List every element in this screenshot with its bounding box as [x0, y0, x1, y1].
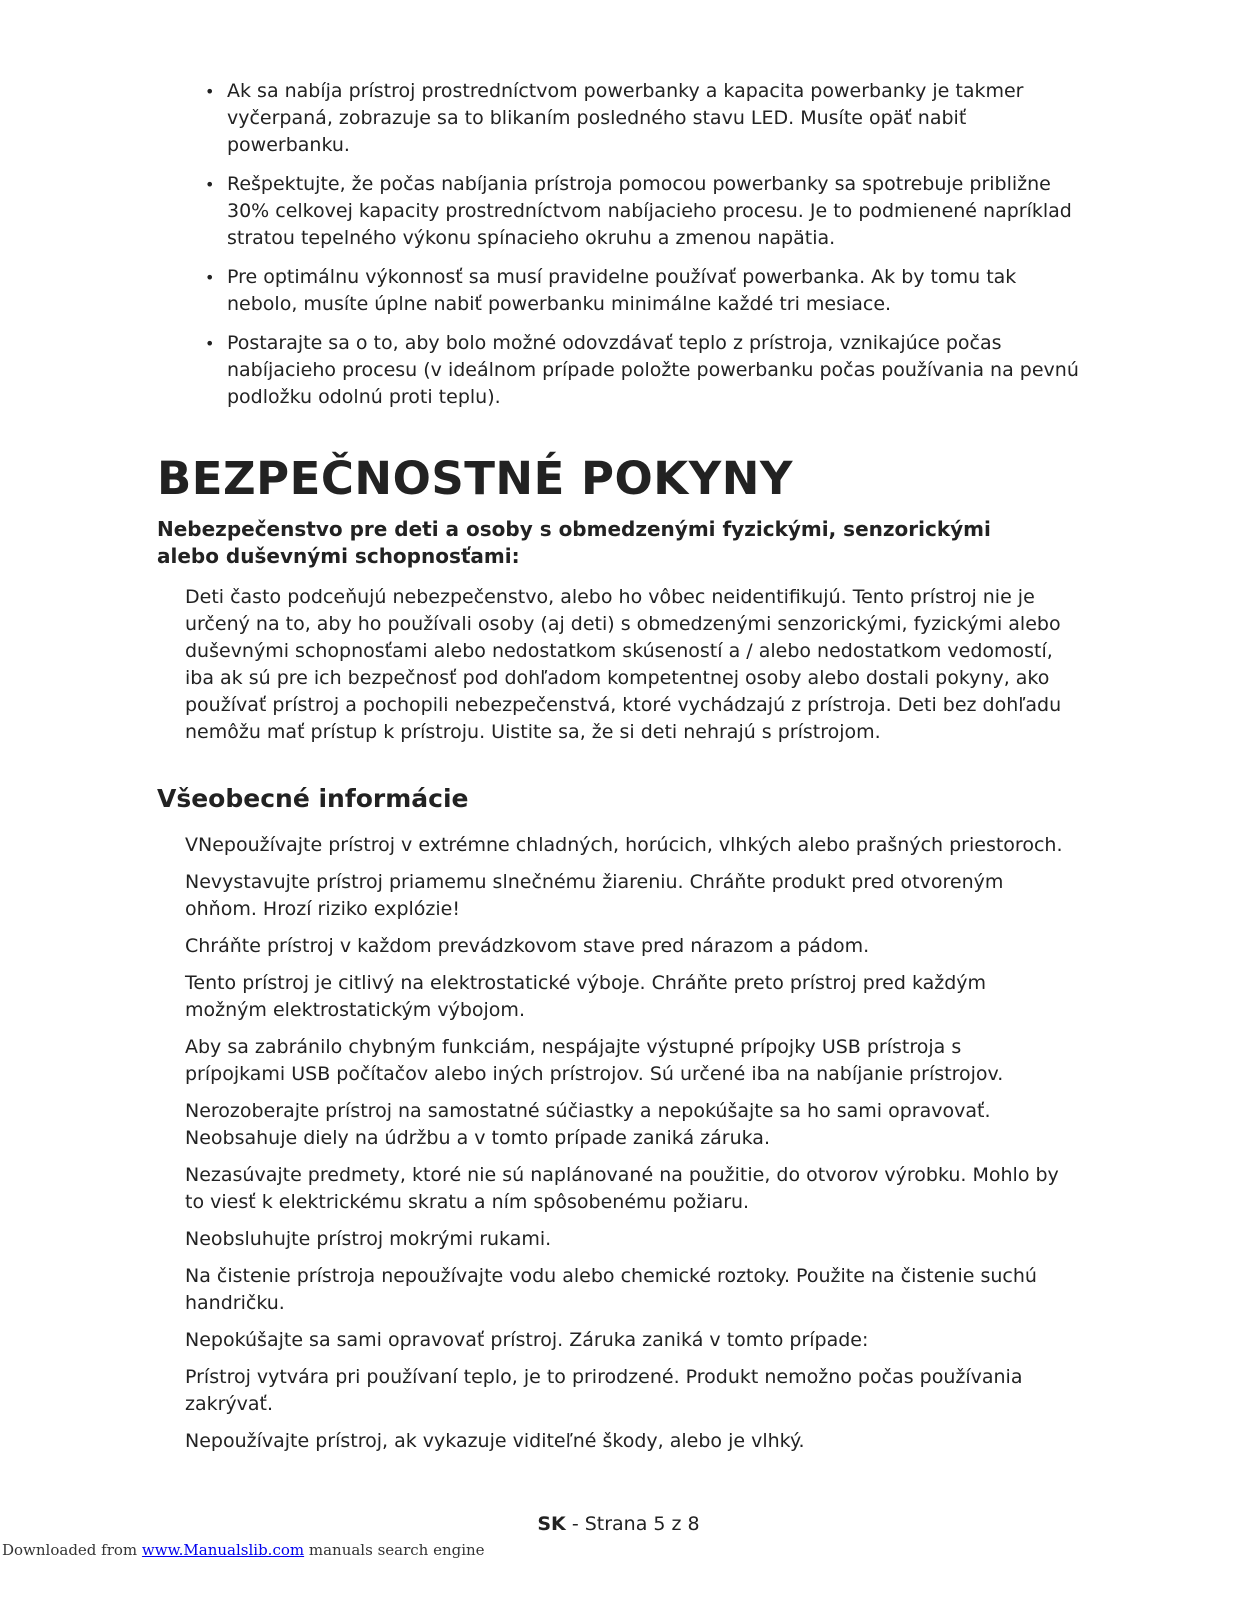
- list-item: [205, 264, 1085, 318]
- info-item: Chráňte prístroj v každom prevádzkovom stave pred nárazom a pádom.: [185, 935, 870, 957]
- bullet-icon: •: [205, 175, 215, 194]
- download-suffix: manuals search engine: [304, 1541, 485, 1559]
- bullet-text: Rešpektujte, že počas nabíjania prístroja pomocou powerbanky sa spotrebuje približne 30% celkovej kapacity prostredníctvom nabíjacieho procesu. Je to podmienené napríklad stratou tepelného výkonu spínacieho okruhu a zmenou napätia.: [227, 173, 1072, 249]
- info-item: Aby sa zabránilo chybným funkciám, nespájajte výstupné prípojky USB prístroja s prípojkami USB počítačov alebo iných prístrojov. Sú určené iba na nabíjanie prístrojov.: [185, 1036, 1004, 1085]
- language-code: SK: [537, 1513, 566, 1535]
- general-info-list: [185, 832, 1065, 1465]
- bullet-icon: •: [205, 82, 215, 101]
- list-item: [205, 171, 1085, 252]
- bullet-text: Pre optimálnu výkonnosť sa musí pravidelne používať powerbanka. Ak by tomu tak nebolo, musíte úplne nabiť powerbanku minimálne každé tri mesiace.: [227, 266, 1017, 315]
- bullet-icon: •: [205, 334, 215, 353]
- info-item: Nevystavujte prístroj priamemu slnečnému žiareniu. Chráňte produkt pred otvoreným ohňom. Hrozí riziko explózie!: [185, 871, 1004, 920]
- info-item: Na čistenie prístroja nepoužívajte vodu alebo chemické roztoky. Použite na čistenie suchú handričku.: [185, 1265, 1037, 1314]
- info-item: Neobsluhujte prístroj mokrými rukami.: [185, 1228, 552, 1250]
- safety-subheading: Nebezpečenstvo pre deti a osoby s obmedzenými fyzickými, senzorickými alebo duševnými schopnosťami:: [157, 517, 991, 568]
- info-item: Tento prístroj je citlivý na elektrostatické výboje. Chráňte preto prístroj pred každým možným elektrostatickým výbojom.: [185, 972, 987, 1021]
- info-item: Nepoužívajte prístroj, ak vykazuje viditeľné škody, alebo je vlhký.: [185, 1430, 805, 1452]
- bullet-icon: •: [205, 268, 215, 287]
- info-item: VNepoužívajte prístroj v extrémne chladných, horúcich, vlhkých alebo prašných priestoroch.: [185, 834, 1063, 856]
- list-item: [205, 330, 1085, 411]
- bullet-text: Ak sa nabíja prístroj prostredníctvom powerbanky a kapacita powerbanky je takmer vyčerpaná, zobrazuje sa to blikaním posledného stavu LED. Musíte opäť nabiť powerbanku.: [227, 80, 1024, 156]
- safety-paragraph: Deti často podceňujú nebezpečenstvo, alebo ho vôbec neidentifikujú. Tento prístroj nie je určený na to, aby ho používali osoby (aj deti) s obmedzenými senzorickými, fyzickými alebo duševnými schopnosťami alebo nedostatkom skúseností a / alebo nedostatkom vedomostí, iba ak sú pre ich bezpečnosť pod dohľadom kompetentnej osoby alebo dostali pokyny, ako používať prístroj a pochopili nebezpečenstvá, ktoré vychádzajú z prístroja. Deti bez dohľadu nemôžu mať prístup k prístroju. Uistite sa, že si deti nehrajú s prístrojom.: [185, 586, 1062, 743]
- safety-heading: BEZPEČNOSTNÉ POKYNY: [157, 452, 793, 505]
- info-item: Prístroj vytvára pri používaní teplo, je to prirodzené. Produkt nemožno počas používania zakrývať.: [185, 1366, 1023, 1415]
- info-item: Nerozoberajte prístroj na samostatné súčiastky a nepokúšajte sa ho sami opravovať. Neobsahuje diely na údržbu a v tomto prípade zaniká záruka.: [185, 1100, 991, 1149]
- bullet-text: Postarajte sa o to, aby bolo možné odovzdávať teplo z prístroja, vznikajúce počas nabíjacieho procesu (v ideálnom prípade položte powerbanku počas používania na pevnú podložku odolnú proti teplu).: [227, 332, 1079, 408]
- info-item: Nepokúšajte sa sami opravovať prístroj. Záruka zaniká v tomto prípade:: [185, 1329, 869, 1351]
- list-item: [205, 78, 1085, 159]
- manualslib-link[interactable]: www.Manualslib.com: [141, 1541, 305, 1559]
- page-number: [0, 1513, 1237, 1535]
- download-footer: [2, 1541, 485, 1559]
- general-info-heading: Všeobecné informácie: [157, 784, 469, 813]
- info-item: Nezasúvajte predmety, ktoré nie sú naplánované na použitie, do otvorov výrobku. Mohlo by to viesť k elektrickému skratu a ním spôsobenému požiaru.: [185, 1164, 1059, 1213]
- download-prefix: Downloaded from: [2, 1541, 142, 1559]
- page-label: - Strana 5 z 8: [565, 1513, 700, 1535]
- bullet-list: [205, 78, 1085, 423]
